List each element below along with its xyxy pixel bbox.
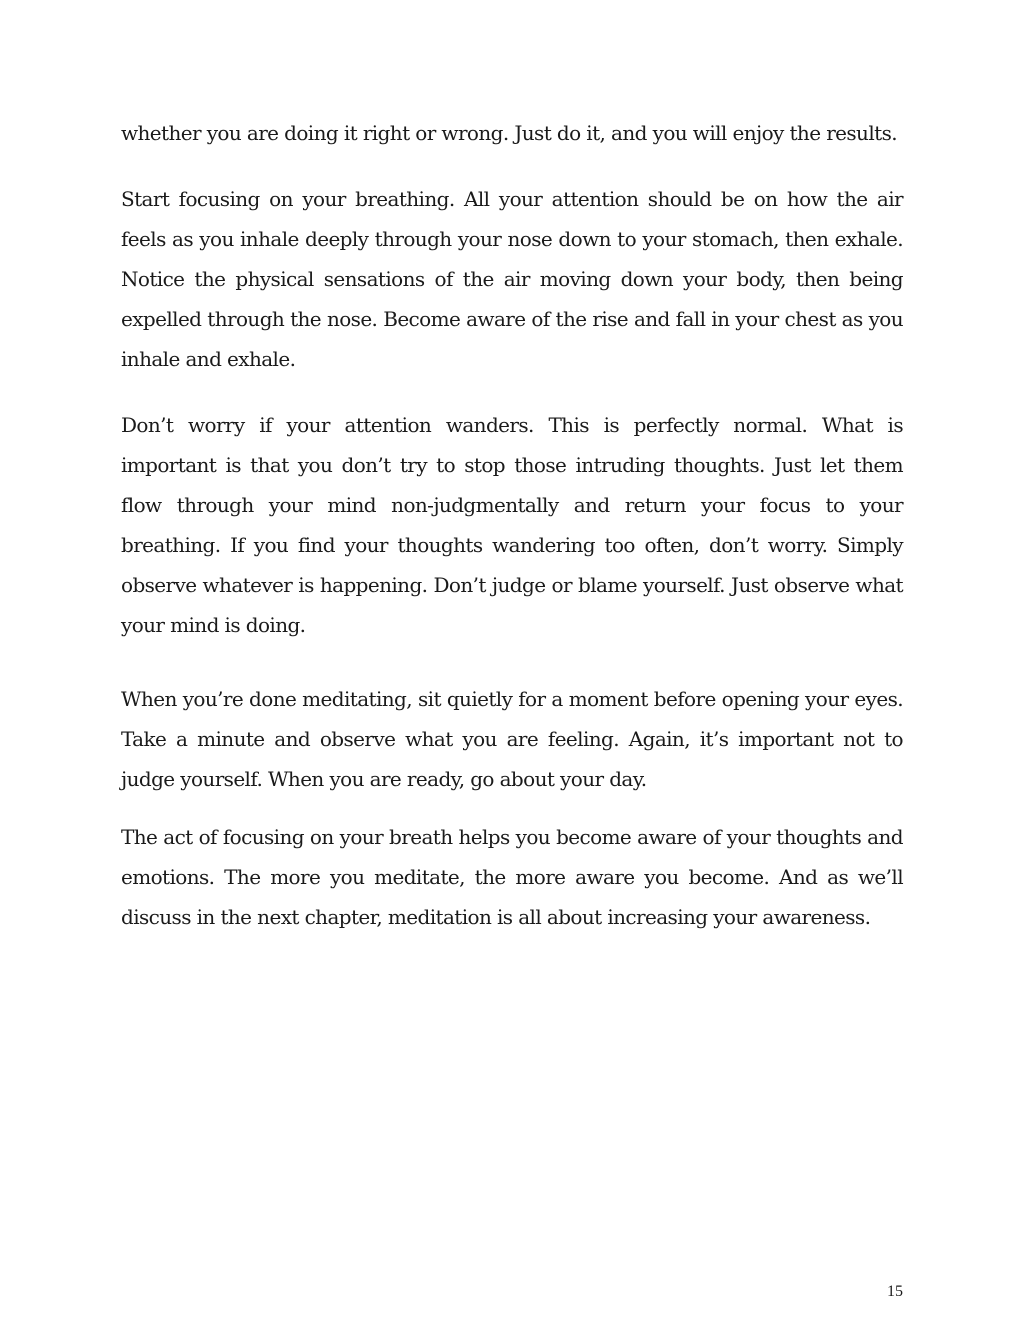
- paragraph-1: whether you are doing it right or wrong. Just do it, and you will enjoy the results.: [121, 121, 897, 145]
- paragraph-2: Start focusing on your breathing. All your attention should be on how the air feels as you inhale deeply through your nose down to your stomach, then exhale. Notice the physical sensations of the air moving down your body, then being expelled through the nose. Become aware of the rise and fall in your chest as you inhale and exhale.: [121, 187, 903, 371]
- paragraph-5: The act of focusing on your breath helps you become aware of your thoughts and emotions. The more you meditate, the more aware you become. And as we’ll discuss in the next chapter, meditation is all about increasing your awareness.: [121, 825, 903, 929]
- page-number: 15: [887, 1283, 903, 1300]
- paragraph-3: Don’t worry if your attention wanders. This is perfectly normal. What is important is that you don’t try to stop those intruding thoughts. Just let them flow through your mind non-judgmentally and return your focus to your breathing. If you find your thoughts wandering too often, don’t worry. Simply observe whatever is happening. Don’t judge or blame yourself. Just observe what your mind is doing.: [121, 413, 903, 637]
- paragraph-4: When you’re done meditating, sit quietly for a moment before opening your eyes. Take a minute and observe what you are feeling. Again, it’s important not to judge yourself. When you are ready, go about your day.: [121, 687, 903, 791]
- body-text: [121, 113, 903, 937]
